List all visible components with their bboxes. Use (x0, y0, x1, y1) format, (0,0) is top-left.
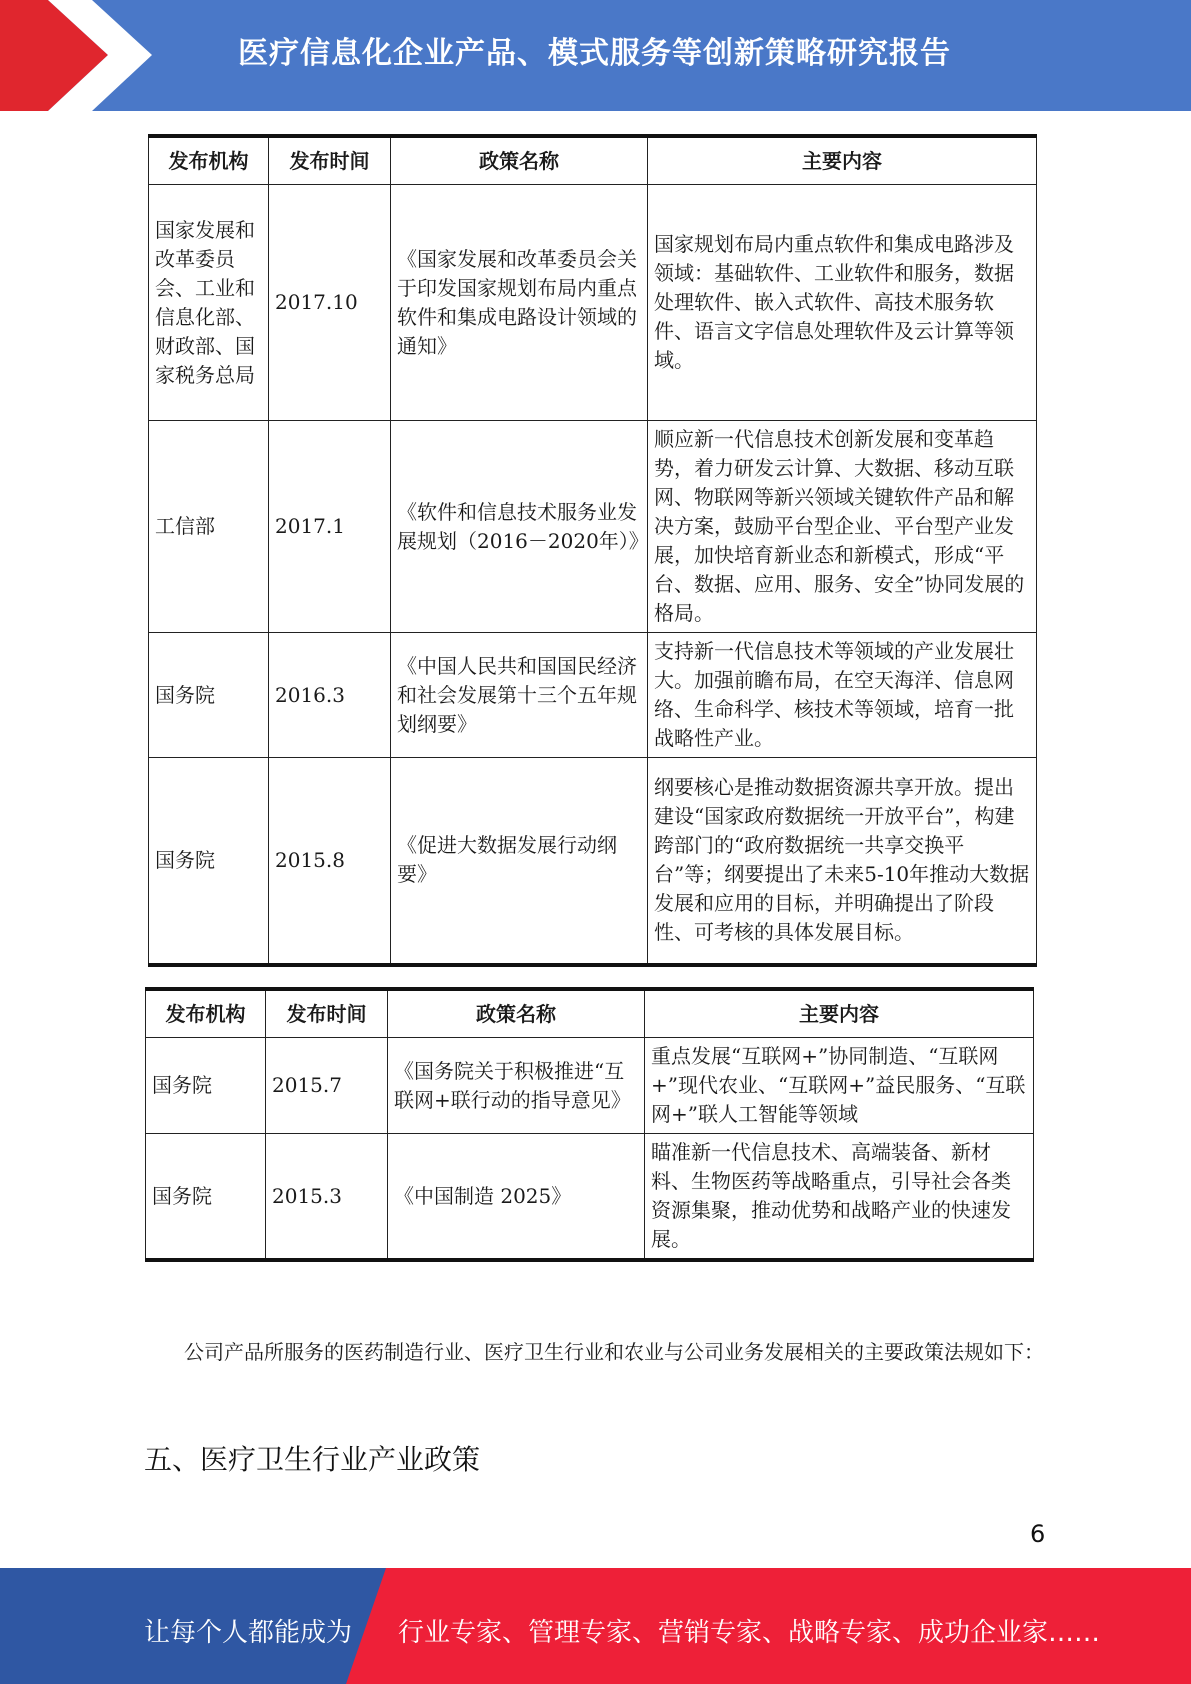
header-policy-name: 政策名称 (391, 136, 648, 185)
cell-org: 国务院 (149, 758, 269, 965)
cell-policy-name: 《中国制造 2025》 (388, 1134, 645, 1261)
table-row (146, 1038, 1034, 1134)
cell-policy-name: 《软件和信息技术服务业发展规划（2016－2020年）》 (391, 421, 648, 633)
header-content: 主要内容 (645, 989, 1034, 1038)
cell-policy-name: 《中国人民共和国国民经济和社会发展第十三个五年规划纲要》 (391, 633, 648, 758)
table-row (149, 758, 1037, 965)
cell-date: 2017.1 (269, 421, 391, 633)
cell-content: 重点发展“互联网+”协同制造、“互联网+”现代农业、“互联网+”益民服务、“互联网+”联人工智能等领域 (645, 1038, 1034, 1134)
policy-table-2 (145, 987, 1034, 1262)
cell-org: 工信部 (149, 421, 269, 633)
cell-policy-name: 《促进大数据发展行动纲要》 (391, 758, 648, 965)
header-date: 发布时间 (269, 136, 391, 185)
cell-date: 2017.10 (269, 185, 391, 421)
cell-policy-name: 《国家发展和改革委员会关于印发国家规划布局内重点软件和集成电路设计领域的通知》 (391, 185, 648, 421)
cell-org: 国家发展和改革委员会、工业和信息化部、财政部、国家税务总局 (149, 185, 269, 421)
cell-org: 国务院 (146, 1134, 266, 1261)
cell-policy-name: 《国务院关于积极推进“互联网+联行动的指导意见》 (388, 1038, 645, 1134)
footer-slogan-left: 让每个人都能成为 (144, 1618, 353, 1648)
cell-content: 支持新一代信息技术等领域的产业发展壮大。加强前瞻布局，在空天海洋、信息网络、生命科学、核技术等领域，培育一批战略性产业。 (648, 633, 1037, 758)
cell-date: 2015.8 (269, 758, 391, 965)
cell-content: 国家规划布局内重点软件和集成电路涉及领域：基础软件、工业软件和服务，数据处理软件、嵌入式软件、高技术服务软件、语言文字信息处理软件及云计算等领域。 (648, 185, 1037, 421)
cell-date: 2015.3 (266, 1134, 388, 1261)
cell-org: 国务院 (146, 1038, 266, 1134)
body-paragraph: 公司产品所服务的医药制造行业、医疗卫生行业和农业与公司业务发展相关的主要政策法规如下： (184, 1340, 1044, 1364)
cell-date: 2016.3 (269, 633, 391, 758)
cell-content: 纲要核心是推动数据资源共享开放。提出建设“国家政府数据统一开放平台”，构建跨部门的“政府数据统一共享交换平台”等；纲要提出了未来5-10年推动大数据发展和应用的目标，并明确提出了阶段性、可考核的具体发展目标。 (648, 758, 1037, 965)
table-row (149, 185, 1037, 421)
section-heading: 五、医疗卫生行业产业政策 (144, 1443, 481, 1476)
table-header-row (146, 989, 1034, 1038)
cell-date: 2015.7 (266, 1038, 388, 1134)
cell-content: 瞄准新一代信息技术、高端装备、新材料、生物医药等战略重点，引导社会各类资源集聚，推动优势和战略产业的快速发展。 (645, 1134, 1034, 1261)
cell-org: 国务院 (149, 633, 269, 758)
policy-table-1 (148, 134, 1037, 967)
header-policy-name: 政策名称 (388, 989, 645, 1038)
cell-content: 顺应新一代信息技术创新发展和变革趋势，着力研发云计算、大数据、移动互联网、物联网等新兴领域关键软件产品和解决方案，鼓励平台型企业、平台型产业发展，加快培育新业态和新模式，形成“平台、数据、应用、服务、安全”协同发展的格局。 (648, 421, 1037, 633)
header-content: 主要内容 (648, 136, 1037, 185)
table-row (149, 633, 1037, 758)
footer-slogan-right: 行业专家、管理专家、营销专家、战略专家、成功企业家…… (398, 1618, 1101, 1648)
table-row (146, 1134, 1034, 1261)
table-header-row (149, 136, 1037, 185)
header-date: 发布时间 (266, 989, 388, 1038)
header-band (0, 0, 1191, 111)
header-org: 发布机构 (149, 136, 269, 185)
table-row (149, 421, 1037, 633)
page-number: 6 (1030, 1520, 1046, 1548)
header-org: 发布机构 (146, 989, 266, 1038)
report-title: 医疗信息化企业产品、模式服务等创新策略研究报告 (238, 36, 951, 71)
